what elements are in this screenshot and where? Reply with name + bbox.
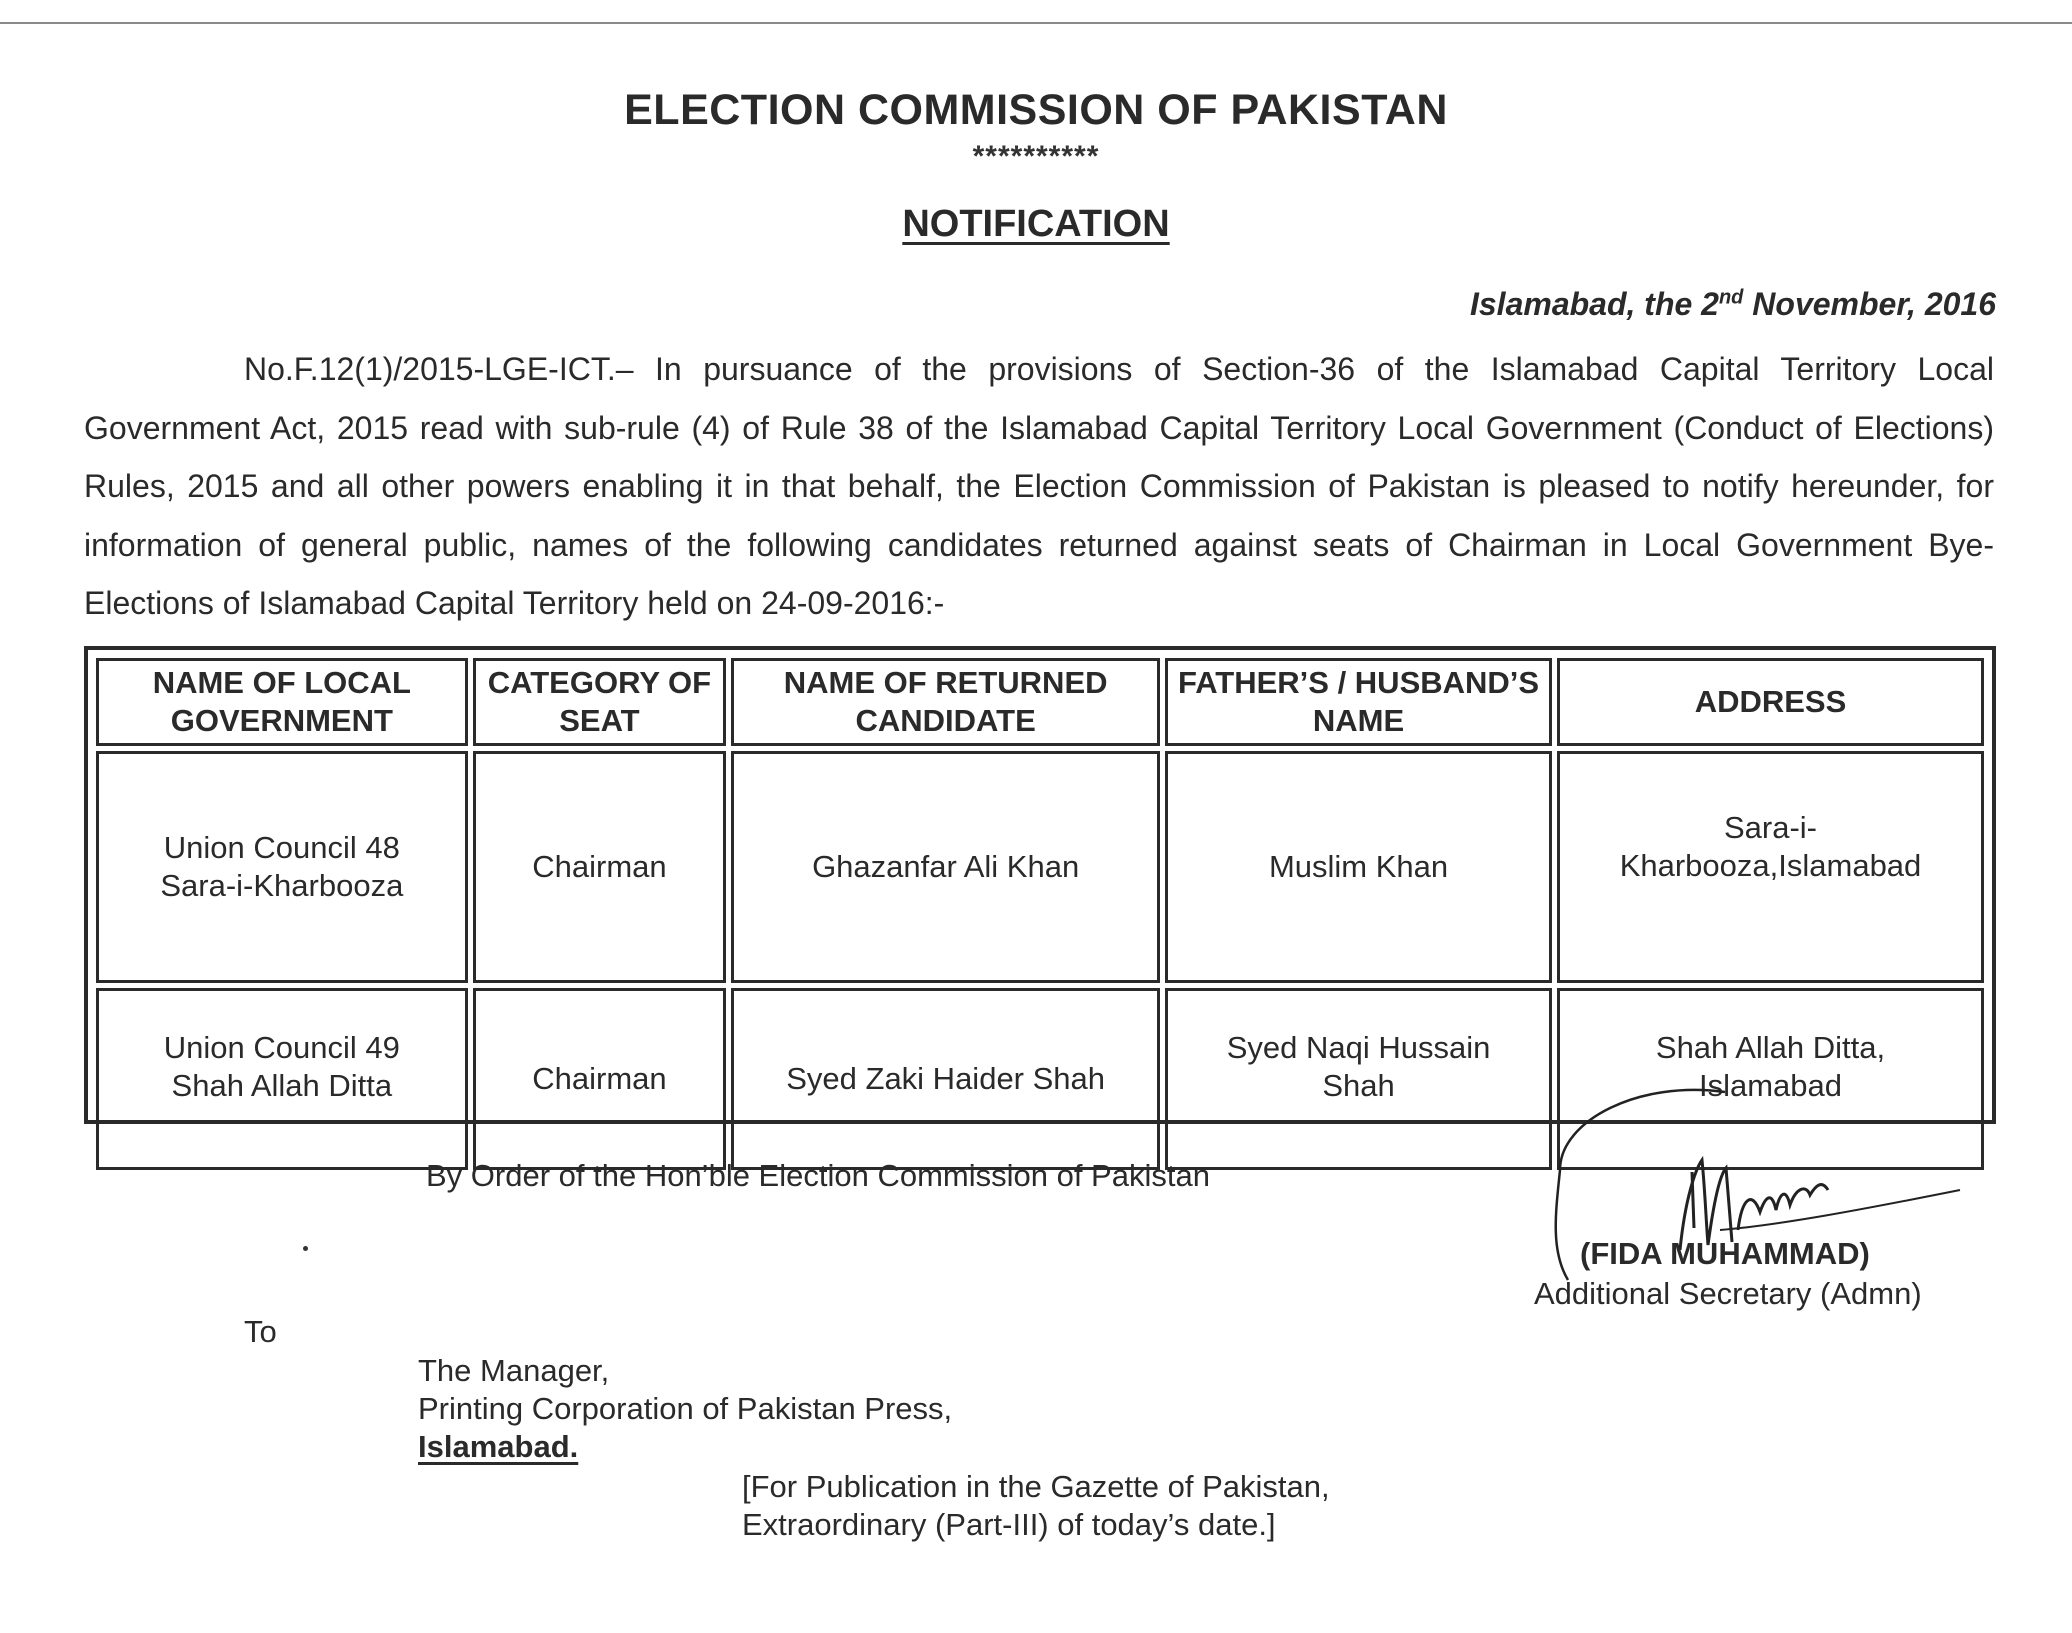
recipient-line: Printing Corporation of Pakistan Press, [418, 1391, 953, 1426]
cell-line: Muslim Khan [1268, 849, 1449, 884]
header-father-husband: FATHER’S / HUSBAND’S NAME [1165, 658, 1552, 746]
cell-line: Kharbooza,Islamabad [1619, 848, 1922, 883]
header-category-of-seat: CATEGORY OF SEAT [473, 658, 727, 746]
table-header-row [96, 658, 1984, 746]
publication-note-line: [For Publication in the Gazette of Pakistan, [742, 1469, 1330, 1504]
cell-line: Shah Allah Ditta, [1655, 1030, 1886, 1065]
order-line: By Order of the Hon’ble Election Commission of Pakistan [426, 1158, 1210, 1193]
table-row [96, 751, 1984, 983]
cell-line: Union Council 49 [163, 1030, 400, 1065]
top-rule [0, 22, 2072, 24]
results-table-frame [84, 646, 1996, 1124]
notification-body: No.F.12(1)/2015-LGE-ICT.– In pursuance of the provisions of Section-36 of the Islamabad Capital Territory Local Government Act, 2015 read with sub-rule (4) of Rule 38 of the Islamabad Capital Territory Local Government (Conduct of Elections) Rules, 2015 and all other powers enabling it in that behalf, the Election Commission of Pakistan is pleased to notify hereunder, for information of general public, names of the following candidates returned against seats of Chairman in Local Government Bye-Elections of Islamabad Capital Territory held on 24-09-2016:- [84, 351, 1994, 621]
cell-candidate: Ghazanfar Ali Khan [731, 751, 1160, 983]
scan-speck [303, 1246, 308, 1251]
publication-note [742, 1468, 1330, 1544]
cell-line: Shah Allah Ditta [171, 1068, 393, 1103]
header-returned-candidate: NAME OF RETURNED CANDIDATE [731, 658, 1160, 746]
dateline [1470, 286, 1996, 323]
recipient-city: Islamabad. [418, 1429, 579, 1464]
cell-father-husband [1165, 751, 1552, 983]
header-address: ADDRESS [1557, 658, 1984, 746]
cell-category: Chairman [473, 751, 727, 983]
recipient-line: The Manager, [418, 1353, 610, 1388]
publication-note-line: Extraordinary (Part-III) of today’s date.] [742, 1507, 1276, 1542]
title-separator: ********** [972, 140, 1100, 173]
recipient-address [418, 1352, 952, 1466]
signer-name: (FIDA MUHAMMAD) [1580, 1236, 1870, 1271]
cell-line: Sara-i- [1723, 810, 1817, 845]
signer-title: Additional Secretary (Admn) [1534, 1276, 1922, 1311]
cell-line: Syed Naqi Hussain [1226, 1030, 1491, 1065]
cell-line: Sara-i-Kharbooza [160, 868, 404, 903]
cell-line: Shah [1322, 1068, 1395, 1103]
cell-line: Union Council 48 [163, 830, 400, 865]
dateline-ordinal: nd [1718, 286, 1744, 309]
document-title: ELECTION COMMISSION OF PAKISTAN [624, 86, 1448, 134]
header-local-government: NAME OF LOCAL GOVERNMENT [96, 658, 468, 746]
notification-heading: NOTIFICATION [902, 203, 1170, 245]
cell-candidate: Syed Zaki Haider Shah [731, 988, 1160, 1170]
cell-local-government [96, 751, 468, 983]
dateline-prefix: Islamabad, the 2 [1469, 286, 1719, 322]
to-label: To [244, 1314, 277, 1349]
cell-category: Chairman [473, 988, 727, 1170]
cell-local-government [96, 988, 468, 1170]
cell-line: Islamabad [1698, 1068, 1843, 1103]
dateline-rest: November, 2016 [1743, 286, 1996, 322]
cell-address [1557, 751, 1984, 983]
